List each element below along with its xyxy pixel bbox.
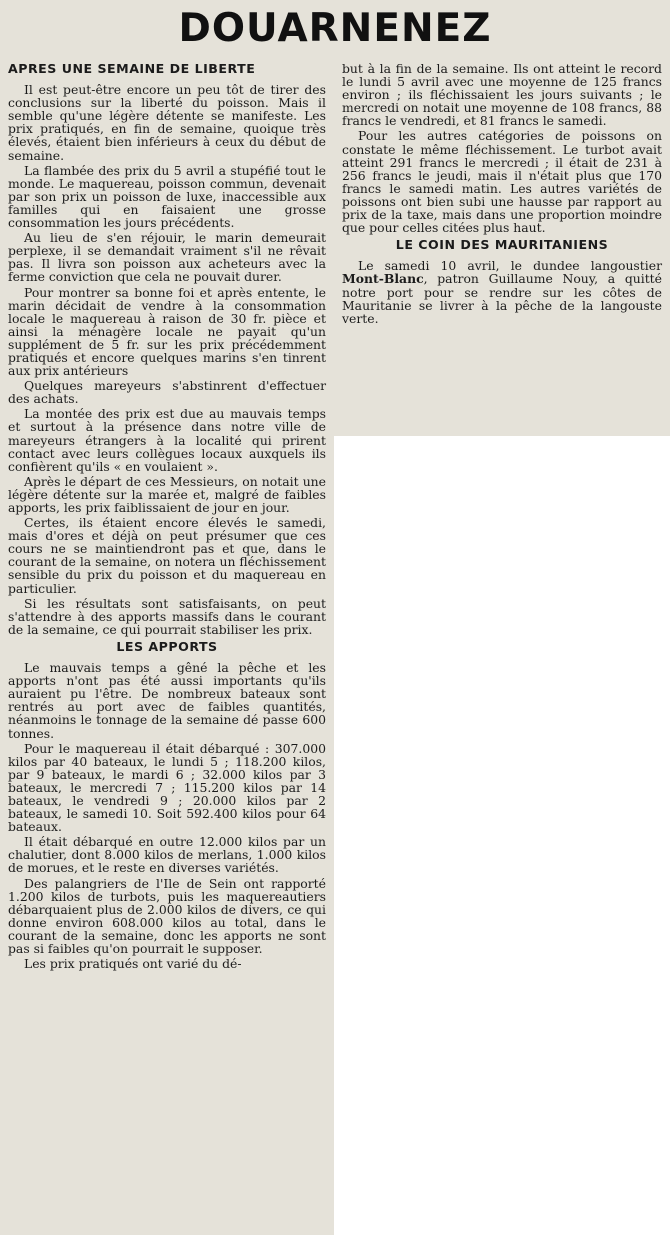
boat-name: Mont-Blanc: [342, 271, 424, 287]
paragraph: Pour le maquereau il était débarqué : 307.000 kilos par 40 bateaux, le lundi 5 ; 118.200 kilos, par 9 bateaux, le mardi 6 ; 32.000 kilos par 3 bateaux, le mercredi 7 ; 115.200 kilos par 14 bateaux, le vendredi 9 ; 20.000 kilos par 2 bateaux, le samedi 10. Soit 592.400 kilos pour 64 bateaux.: [8, 740, 326, 835]
paragraph: but à la fin de la semaine. Ils ont atteint le record le lundi 5 avril avec une moyenne de 125 francs environ ; ils fléchissaient les jours suivants ; le mercredi on notait une moyenne de 108 francs, 88 francs le vendredi, et 81 francs le samedi.: [342, 61, 662, 129]
paragraph: Certes, ils étaient encore élevés le samedi, mais d'ores et déjà on peut présumer que ces cours ne se maintiendront pas et que, dans le courant de la semaine, on notera un fléchissement sensible du prix du poisson et du maquereau en particulier.: [8, 515, 326, 596]
paragraph-mauritaniens: [342, 259, 662, 324]
text: Le samedi 10 avril, le dundee langoustier: [358, 258, 662, 274]
paragraph: La flambée des prix du 5 avril a stupéfié tout le monde. Le maquereau, poisson commun, devenait par son prix un poisson de luxe, inaccessible aux familles qui en faisaient une grosse consommation les jours précédents.: [8, 162, 326, 231]
paragraph: Si les résultats sont satisfaisants, on peut s'attendre à des apports massifs dans le courant de la semaine, ce qui pourrait stabiliser les prix.: [8, 595, 326, 637]
paragraph: Les prix pratiqués ont varié du dé-: [24, 956, 242, 972]
paragraph: Le mauvais temps a gêné la pêche et les apports n'ont pas été aussi importants qu'ils auraient pu l'être. De nombreux bateaux sont rentrés au port avec de faibles quantités, néanmoins le tonnage de la semaine dé passe 600 tonnes.: [8, 660, 326, 741]
heading-coin-mauritaniens: LE COIN DES MAURITANIENS: [395, 237, 609, 253]
paragraph: Après le départ de ces Messieurs, on notait une légère détente sur la marée et, malgré de faibles apports, les prix faiblissaient de jour en jour.: [8, 473, 326, 515]
paragraph: Il est peut-être encore un peu tôt de tirer des conclusions sur la liberté du poisson. Mais il semble qu'une légère détente se manifeste. Les prix pratiqués, en fin de semaine, quoique très élevés, étaient bien inférieurs à ceux du début de semaine.: [8, 82, 326, 163]
heading-les-apports: LES APPORTS: [116, 638, 218, 654]
right-column: [342, 62, 662, 327]
heading-apres-semaine: APRES UNE SEMAINE DE LIBERTE: [8, 61, 256, 76]
paragraph: Au lieu de s'en réjouir, le marin demeurait perplexe, il se demandait vraiment s'il ne rêvait pas. Il livra son poisson aux acheteurs avec la ferme conviction que cela ne pouvait durer.: [8, 230, 326, 285]
article-title: DOUARNENEZ: [178, 6, 492, 51]
paragraph: Pour les autres catégories de poissons on constate le même fléchissement. Le turbot avait atteint 291 francs le mercredi ; il était de 231 à 256 francs le jeudi, mais il n'était plus que 170 francs le samedi matin. Les autres variétés de poissons ont bien subi une hausse par rapport au prix de la taxe, mais dans une proportion moindre que pour celles citées plus haut.: [342, 128, 662, 236]
paragraph: Il était débarqué en outre 12.000 kilos par un chalutier, dont 8.000 kilos de merlans, 1.000 kilos de morues, et le reste en diverses variétés.: [8, 834, 326, 876]
paragraph: Pour montrer sa bonne foi et après entente, le marin décidait de vendre à la consommation locale le maquereau à raison de 30 fr. pièce et ainsi la ménagère locale ne payait qu'un supplément de 5 fr. sur les prix précédemment pratiqués et encore quelques marins s'en tinrent aux prix antérieurs: [8, 284, 326, 379]
paragraph: La montée des prix est due au mauvais temps et surtout à la présence dans notre ville de mareyeurs étrangers à la localité qui prirent contact avec leurs collègues locaux auxquels ils confièrent qu'ils « en voulaient ».: [8, 406, 326, 474]
text: , patron Guillaume Nouy, a quitté notre port pour se rendre sur les côtes de Mauritanie se livrer à la pêche de la langouste verte.: [342, 271, 662, 326]
left-column: [8, 62, 326, 972]
paragraph: Des palangriers de l'Ile de Sein ont rapporté 1.200 kilos de turbots, puis les maquereautiers débarquaient plus de 2.000 kilos de divers, ce qui donne environ 608.000 kilos au total, dans le courant de la semaine, donc les apports ne sont pas si faibles qu'on pourrait le supposer.: [8, 875, 326, 956]
paragraph: Quelques mareyeurs s'abstinrent d'effectuer des achats.: [8, 378, 326, 407]
